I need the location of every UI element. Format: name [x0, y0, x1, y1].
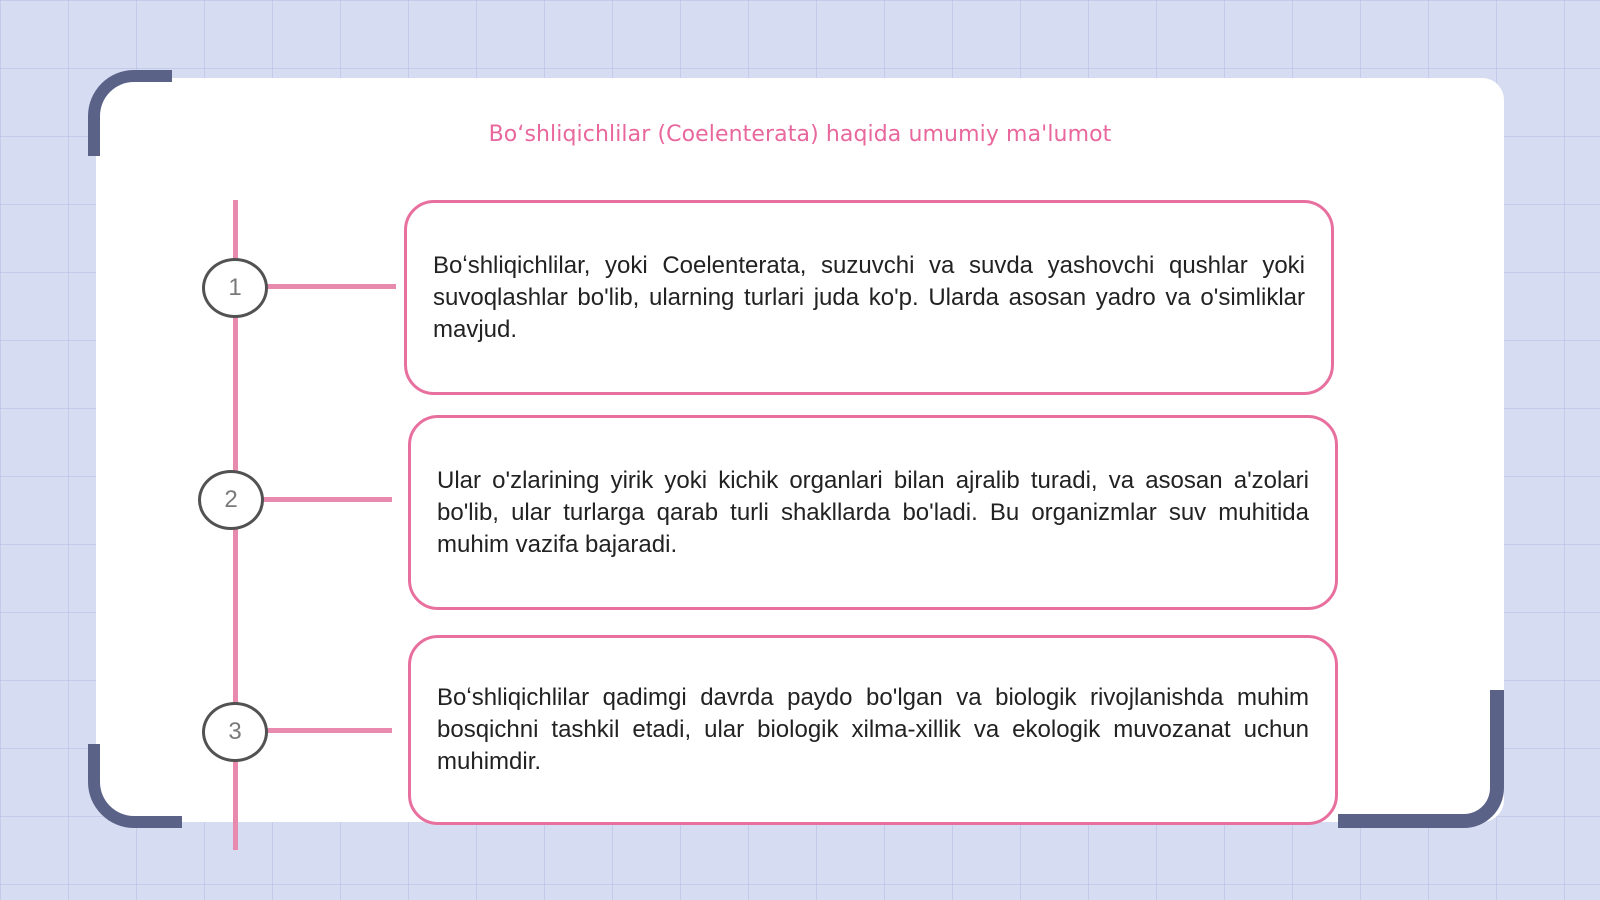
- info-card-2: [408, 415, 1338, 610]
- timeline-node-2: 2: [198, 470, 264, 530]
- sheet-scallop: [166, 148, 222, 196]
- sheet-scallop: [166, 328, 222, 376]
- corner-bracket-bottom-right: [1338, 690, 1504, 828]
- timeline-connector-1: [264, 284, 396, 289]
- info-card-3-text: Boʻshliqichlilar qadimgi davrda paydo bo'lgan va biologik rivojlanishda muhim bosqichni tashkil etadi, ular biologik xilma-xillik va ekologik muvozanat uchun muhimdir.: [437, 684, 1309, 775]
- timeline-node-1: 1: [202, 258, 268, 318]
- slide-title: Boʻshliqichlilar (Coelenterata) haqida umumiy ma'lumot: [488, 122, 1112, 147]
- info-card-3: [408, 635, 1338, 825]
- sheet-scallop: [166, 598, 222, 646]
- info-card-1-text: Boʻshliqichlilar, yoki Coelenterata, suzuvchi va suvda yashovchi qushlar yoki suvoqlashlar bo'lib, ularning turlari juda ko'p. Ularda asosan yadro va o'simliklar mavjud.: [433, 251, 1305, 343]
- timeline-connector-3: [264, 728, 392, 733]
- corner-bracket-bottom-left: [88, 744, 182, 828]
- timeline-node-3: 3: [202, 702, 268, 762]
- info-card-1: [404, 200, 1334, 395]
- sheet-scallop: [166, 418, 222, 466]
- timeline-connector-2: [262, 497, 392, 502]
- info-card-2-text: Ular o'zlarining yirik yoki kichik organlari bilan ajralib turadi, va asosan a'zolari bo'lib, ular turlarga qarab turli shakllarda bo'ladi. Bu organizmlar suv muhitida muhim vazifa bajaradi.: [437, 466, 1309, 558]
